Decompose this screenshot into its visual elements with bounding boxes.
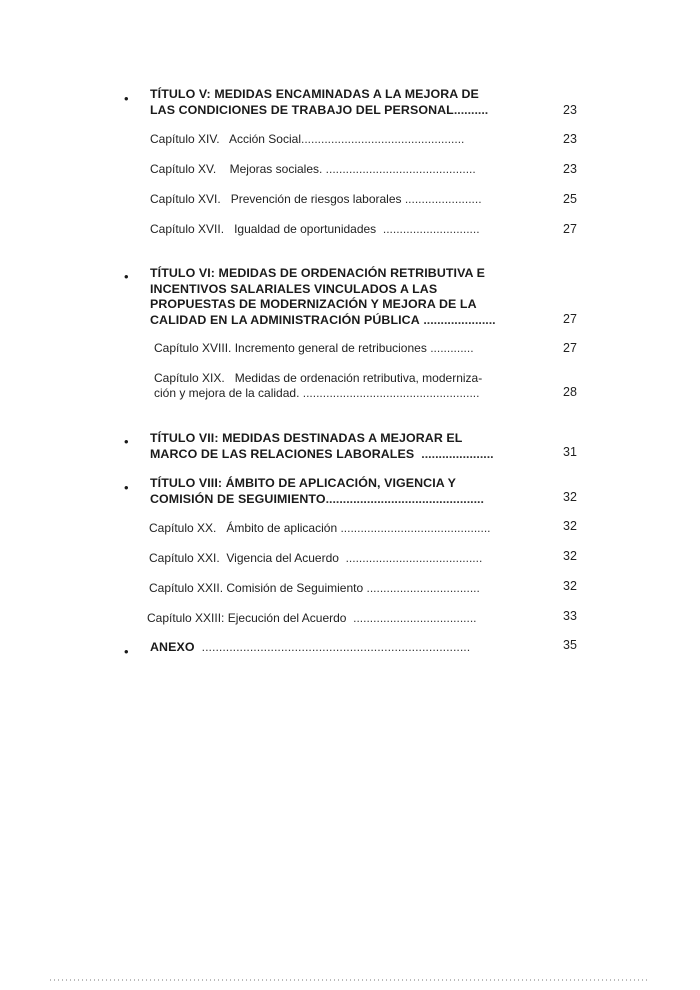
titulo-line: INCENTIVOS SALARIALES VINCULADOS A LAS (150, 281, 438, 296)
leader-dots: ................................................. (301, 132, 465, 146)
leader-dots: ..................... (421, 446, 494, 461)
scan-artifact-line (50, 978, 650, 982)
page-number: 32 (563, 490, 577, 504)
toc-capitulo-xviii[interactable] (154, 341, 474, 356)
bullet-icon: • (124, 434, 129, 449)
page-number: 28 (563, 385, 577, 399)
toc-capitulo-xx[interactable] (149, 521, 491, 536)
leader-dots: ............. (430, 341, 474, 355)
page-number: 27 (563, 312, 577, 326)
capitulo-title: Incremento general de retribuciones (234, 341, 427, 355)
leader-dots: ..................................................... (302, 386, 480, 400)
toc-capitulo-xv[interactable] (150, 162, 476, 177)
capitulo-label: Capítulo XV. (150, 162, 217, 176)
page-number: 27 (563, 341, 577, 355)
titulo-line: MARCO DE LAS RELACIONES LABORALES ..................... (150, 446, 494, 461)
toc-capitulo-xiv[interactable] (150, 132, 464, 147)
leader-dots: .............................................. (325, 491, 484, 506)
capitulo-title: Ejecución del Acuerdo (227, 611, 347, 625)
bullet-icon: • (124, 269, 129, 284)
leader-dots: ..................................... (353, 611, 477, 625)
page-number: 31 (563, 445, 577, 459)
page-number: 27 (563, 222, 577, 236)
capitulo-title: Acción Social (228, 132, 301, 146)
leader-dots: . ............................................. (319, 162, 476, 176)
capitulo-label: Capítulo XXIII: (147, 611, 225, 625)
capitulo-title: ción y mejora de la calidad. (154, 386, 300, 400)
titulo-line: CALIDAD EN LA ADMINISTRACIÓN PÚBLICA ..................... (150, 312, 496, 327)
leader-dots: ..................... (423, 312, 496, 327)
page-number: 25 (563, 192, 577, 206)
page-number: 23 (563, 162, 577, 176)
capitulo-label: Capítulo XVIII. (154, 341, 232, 355)
toc-capitulo-xix[interactable] (154, 371, 514, 401)
bullet-icon: • (124, 91, 129, 106)
capitulo-title: Medidas de ordenación retributiva, moderniza- (234, 371, 483, 385)
capitulo-title: Ámbito de aplicación (226, 521, 338, 535)
bullet-icon: • (124, 480, 129, 495)
capitulo-title: Comisión de Seguimiento (226, 581, 364, 595)
toc-titulo-vii[interactable] (150, 431, 512, 462)
leader-dots: ......................................... (345, 551, 483, 565)
titulo-line: TÍTULO VIII: ÁMBITO DE APLICACIÓN, VIGENCIA Y (150, 476, 457, 490)
titulo-line: COMISIÓN DE SEGUIMIENTO.............................................. (150, 491, 484, 506)
titulo-line: TÍTULO VI: MEDIDAS DE ORDENACIÓN RETRIBUTIVA E (150, 266, 486, 280)
toc-titulo-v[interactable] (150, 87, 512, 118)
titulo-line: PROPUESTAS DE MODERNIZACIÓN Y MEJORA DE LA (150, 297, 477, 311)
titulo-line: LAS CONDICIONES DE TRABAJO DEL PERSONAL.......... (150, 102, 489, 117)
leader-dots: .................................. (366, 581, 480, 595)
capitulo-label: Capítulo XVI. (150, 192, 221, 206)
toc-capitulo-xvi[interactable] (150, 192, 482, 207)
toc-titulo-vi[interactable] (150, 266, 512, 328)
capitulo-label: Capítulo XIV. (150, 132, 220, 146)
page-number: 32 (563, 579, 577, 593)
toc-anexo[interactable] (150, 640, 512, 656)
titulo-line: TÍTULO V: MEDIDAS ENCAMINADAS A LA MEJORA DE (150, 87, 479, 101)
toc-capitulo-xvii[interactable] (150, 222, 480, 237)
capitulo-title: Igualdad de oportunidades (234, 222, 377, 236)
page-number: 35 (563, 638, 577, 652)
toc-capitulo-xxi[interactable] (149, 551, 482, 566)
leader-dots: .......... (453, 102, 489, 117)
capitulo-label: Capítulo XXI. (149, 551, 220, 565)
toc-capitulo-xxiii[interactable] (147, 611, 477, 626)
capitulo-title: Mejoras sociales (229, 162, 319, 176)
page-number: 23 (563, 132, 577, 146)
capitulo-label: Capítulo XX. (149, 521, 217, 535)
capitulo-label: Capítulo XVII. (150, 222, 225, 236)
page-number: 32 (563, 519, 577, 533)
page-number: 23 (563, 103, 577, 117)
toc-titulo-viii[interactable] (150, 476, 512, 507)
capitulo-title: Vigencia del Acuerdo (226, 551, 339, 565)
capitulo-title: Prevención de riesgos laborales (230, 192, 402, 206)
leader-dots: .............................................................................. (201, 640, 471, 654)
titulo-line: TÍTULO VII: MEDIDAS DESTINADAS A MEJORAR EL (150, 431, 463, 445)
leader-dots: ....................... (404, 192, 482, 206)
page-number: 33 (563, 609, 577, 623)
bullet-icon: • (124, 644, 129, 659)
titulo-line: ANEXO (150, 640, 195, 654)
capitulo-label: Capítulo XXII. (149, 581, 224, 595)
toc-capitulo-xxii[interactable] (149, 581, 480, 596)
leader-dots: ............................................. (340, 521, 491, 535)
page-number: 32 (563, 549, 577, 563)
leader-dots: ............................. (382, 222, 480, 236)
capitulo-label: Capítulo XIX. (154, 371, 225, 385)
